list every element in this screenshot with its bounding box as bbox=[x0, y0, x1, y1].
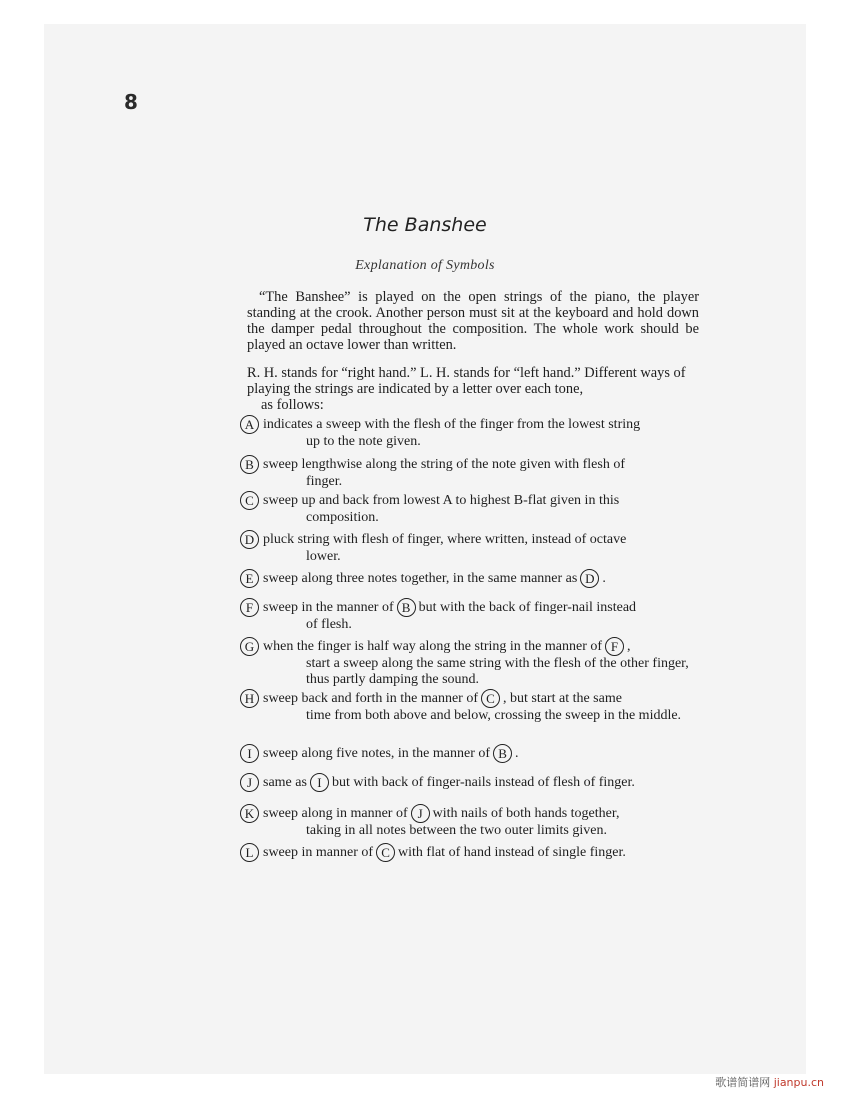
symbol-text-cont: composition. bbox=[306, 510, 379, 525]
symbol-text: sweep in the manner of bbox=[263, 599, 394, 615]
symbol-text: sweep lengthwise along the string of the note given with flesh of bbox=[263, 456, 625, 472]
symbol-text-post: with flat of hand instead of single finger. bbox=[398, 844, 626, 860]
symbol-letter: B bbox=[240, 455, 259, 474]
hands-line: R. H. stands for “right hand.” L. H. stands for “left hand.” Different ways of playing the strings are indicated by a letter over each tone, bbox=[247, 365, 686, 397]
symbol-letter: H bbox=[240, 689, 259, 708]
symbol-letter: L bbox=[240, 843, 259, 862]
symbol-text-post: , bbox=[627, 638, 631, 654]
subtitle: Explanation of Symbols bbox=[355, 258, 495, 273]
symbol-j bbox=[240, 773, 700, 792]
symbol-letter: F bbox=[240, 598, 259, 617]
symbol-f bbox=[240, 598, 700, 633]
symbol-ref: I bbox=[310, 773, 329, 792]
symbol-text-post: but with back of finger-nails instead of flesh of finger. bbox=[331, 774, 635, 790]
symbol-text-cont: taking in all notes between the two outer limits given. bbox=[306, 823, 607, 838]
symbol-text: indicates a sweep with the flesh of the finger from the lowest string bbox=[263, 416, 641, 432]
symbol-text-post: . bbox=[515, 745, 519, 761]
watermark bbox=[715, 1074, 824, 1090]
symbol-ref: J bbox=[411, 804, 430, 823]
symbol-h bbox=[240, 689, 700, 724]
symbol-text: sweep in manner of bbox=[263, 844, 374, 860]
symbol-text: sweep up and back from lowest A to highest B-flat given in this bbox=[263, 492, 620, 508]
symbol-letter: G bbox=[240, 637, 259, 656]
symbol-e bbox=[240, 569, 700, 588]
symbol-d bbox=[240, 530, 700, 565]
hands-paragraph bbox=[247, 365, 699, 413]
symbol-b bbox=[240, 455, 700, 490]
symbol-letter: J bbox=[240, 773, 259, 792]
symbol-text-cont: start a sweep along the same string with the flesh of the other finger, thus partly damping the sound. bbox=[306, 656, 689, 687]
symbol-letter: E bbox=[240, 569, 259, 588]
symbol-g bbox=[240, 637, 700, 687]
watermark-url: jianpu.cn bbox=[773, 1076, 824, 1089]
symbol-letter: K bbox=[240, 804, 259, 823]
symbol-text: sweep back and forth in the manner of bbox=[263, 690, 478, 706]
symbol-text: when the finger is half way along the string in the manner of bbox=[263, 638, 603, 654]
symbol-text: sweep along three notes together, in the same manner as bbox=[263, 570, 578, 586]
symbol-ref: D bbox=[580, 569, 599, 588]
page-number: 8 bbox=[124, 90, 138, 114]
symbol-text-cont: lower. bbox=[306, 549, 341, 564]
symbol-a bbox=[240, 415, 700, 450]
symbol-ref: B bbox=[397, 598, 416, 617]
symbol-letter: A bbox=[240, 415, 259, 434]
watermark-text: 歌谱简谱网 bbox=[715, 1076, 771, 1089]
symbol-text-post: with nails of both hands together, bbox=[432, 805, 620, 821]
symbol-l bbox=[240, 843, 700, 862]
page-title: The Banshee bbox=[363, 214, 487, 236]
symbol-ref: C bbox=[376, 843, 395, 862]
symbol-text: pluck string with flesh of finger, where written, instead of octave bbox=[263, 531, 627, 547]
symbol-ref: B bbox=[493, 744, 512, 763]
symbol-text-post: but with the back of finger-nail instead bbox=[418, 599, 637, 615]
symbol-ref: F bbox=[605, 637, 624, 656]
symbol-text-post: , but start at the same bbox=[502, 690, 622, 706]
symbol-text: sweep along five notes, in the manner of bbox=[263, 745, 491, 761]
symbol-letter: I bbox=[240, 744, 259, 763]
symbol-letter: C bbox=[240, 491, 259, 510]
symbol-k bbox=[240, 804, 700, 839]
symbol-text: same as bbox=[263, 774, 307, 790]
symbol-c bbox=[240, 491, 700, 526]
symbol-text-cont: time from both above and below, crossing the sweep in the middle. bbox=[306, 708, 682, 723]
symbol-letter: D bbox=[240, 530, 259, 549]
symbol-text: sweep along in manner of bbox=[263, 805, 408, 821]
symbol-text-post: . bbox=[602, 570, 606, 586]
symbol-i bbox=[240, 744, 700, 763]
symbol-text-cont: of flesh. bbox=[306, 617, 352, 632]
symbol-ref: C bbox=[481, 689, 500, 708]
hands-continuation: as follows: bbox=[261, 397, 324, 413]
symbol-text-cont: finger. bbox=[306, 474, 343, 489]
symbol-text-cont: up to the note given. bbox=[306, 434, 421, 449]
intro-paragraph: “The Banshee” is played on the open strings of the piano, the player standing at the crook. Another person must sit at the keyboard and hold down the damper pedal throughout the composition. The whole work should be played an octave lower than written. bbox=[247, 289, 699, 353]
